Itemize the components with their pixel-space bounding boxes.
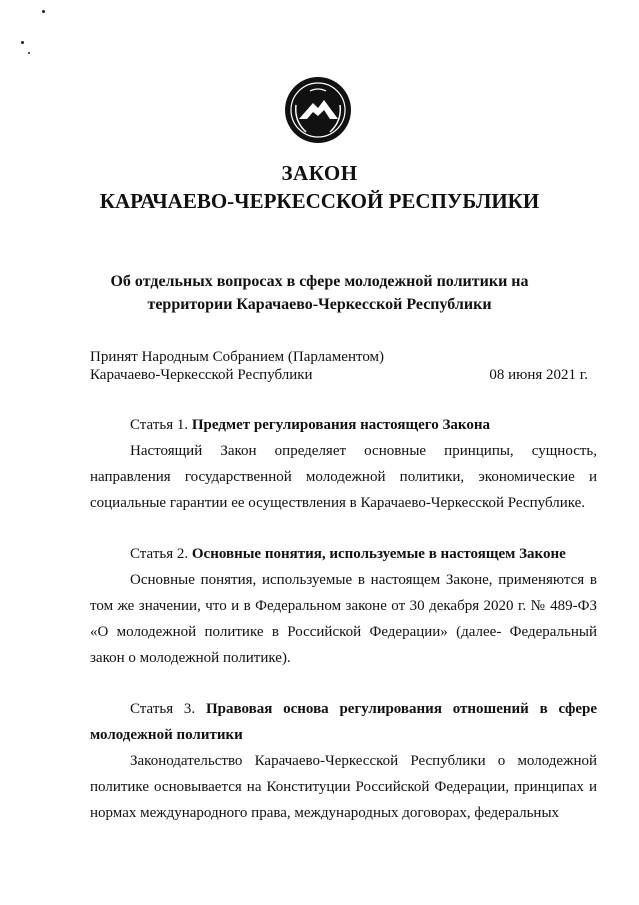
article [90, 696, 597, 826]
article [90, 412, 597, 516]
scan-speck [28, 52, 30, 54]
article-heading [90, 541, 597, 567]
adoption-line: Принят Народным Собранием (Парламентом) [90, 349, 385, 365]
article-title: Основные понятия, используемые в настоящем Законе [191, 546, 566, 562]
article-number: Статья 2. [130, 546, 189, 562]
article [90, 541, 597, 671]
article-heading [90, 412, 597, 438]
law-heading-line: территории Карачаево-Черкесской Республики [147, 296, 492, 313]
article-text: Основные понятия, используемые в настоящем Законе, применяются в том же значении, что и в Федеральном законе от 30 декабря 2020 г. № 489-ФЗ «О молодежной политике в Российской Федерации» (далее- Федеральный закон о молодежной политике). [90, 572, 597, 666]
article-text: Законодательство Карачаево-Черкесской Республики о молодежной политике основывается на Конституции Российской Федерации, принципах и нормах международного права, международных договорах, федеральных [90, 753, 597, 821]
article-title: Правовая основа регулирования отношений в сфере молодежной политики [90, 701, 597, 743]
scan-speck [21, 41, 24, 44]
scan-speck [42, 10, 45, 13]
adoption-date: 08 июня 2021 г. [489, 367, 588, 383]
law-heading [60, 270, 579, 316]
article-number: Статья 1. [130, 417, 189, 433]
document-title: ЗАКОН [281, 161, 358, 185]
law-heading-line: Об отдельных вопросах в сфере молодежной политики на [110, 273, 529, 290]
article-title: Предмет регулирования настоящего Закона [191, 417, 490, 433]
article-number: Статья 3. [130, 701, 196, 717]
document-subtitle: КАРАЧАЕВО-ЧЕРКЕССКОЙ РЕСПУБЛИКИ [99, 189, 540, 213]
article-text: Настоящий Закон определяет основные принципы, сущность, направления государственной молодежной политики, экономические и социальные гарантии ее осуществления в Карачаево-Черкесской Республике. [90, 443, 597, 511]
republic-emblem-icon [283, 75, 353, 145]
adoption-line: Карачаево-Черкесской Республики [90, 367, 313, 383]
adoption-block [90, 348, 588, 384]
article-heading [90, 696, 597, 748]
